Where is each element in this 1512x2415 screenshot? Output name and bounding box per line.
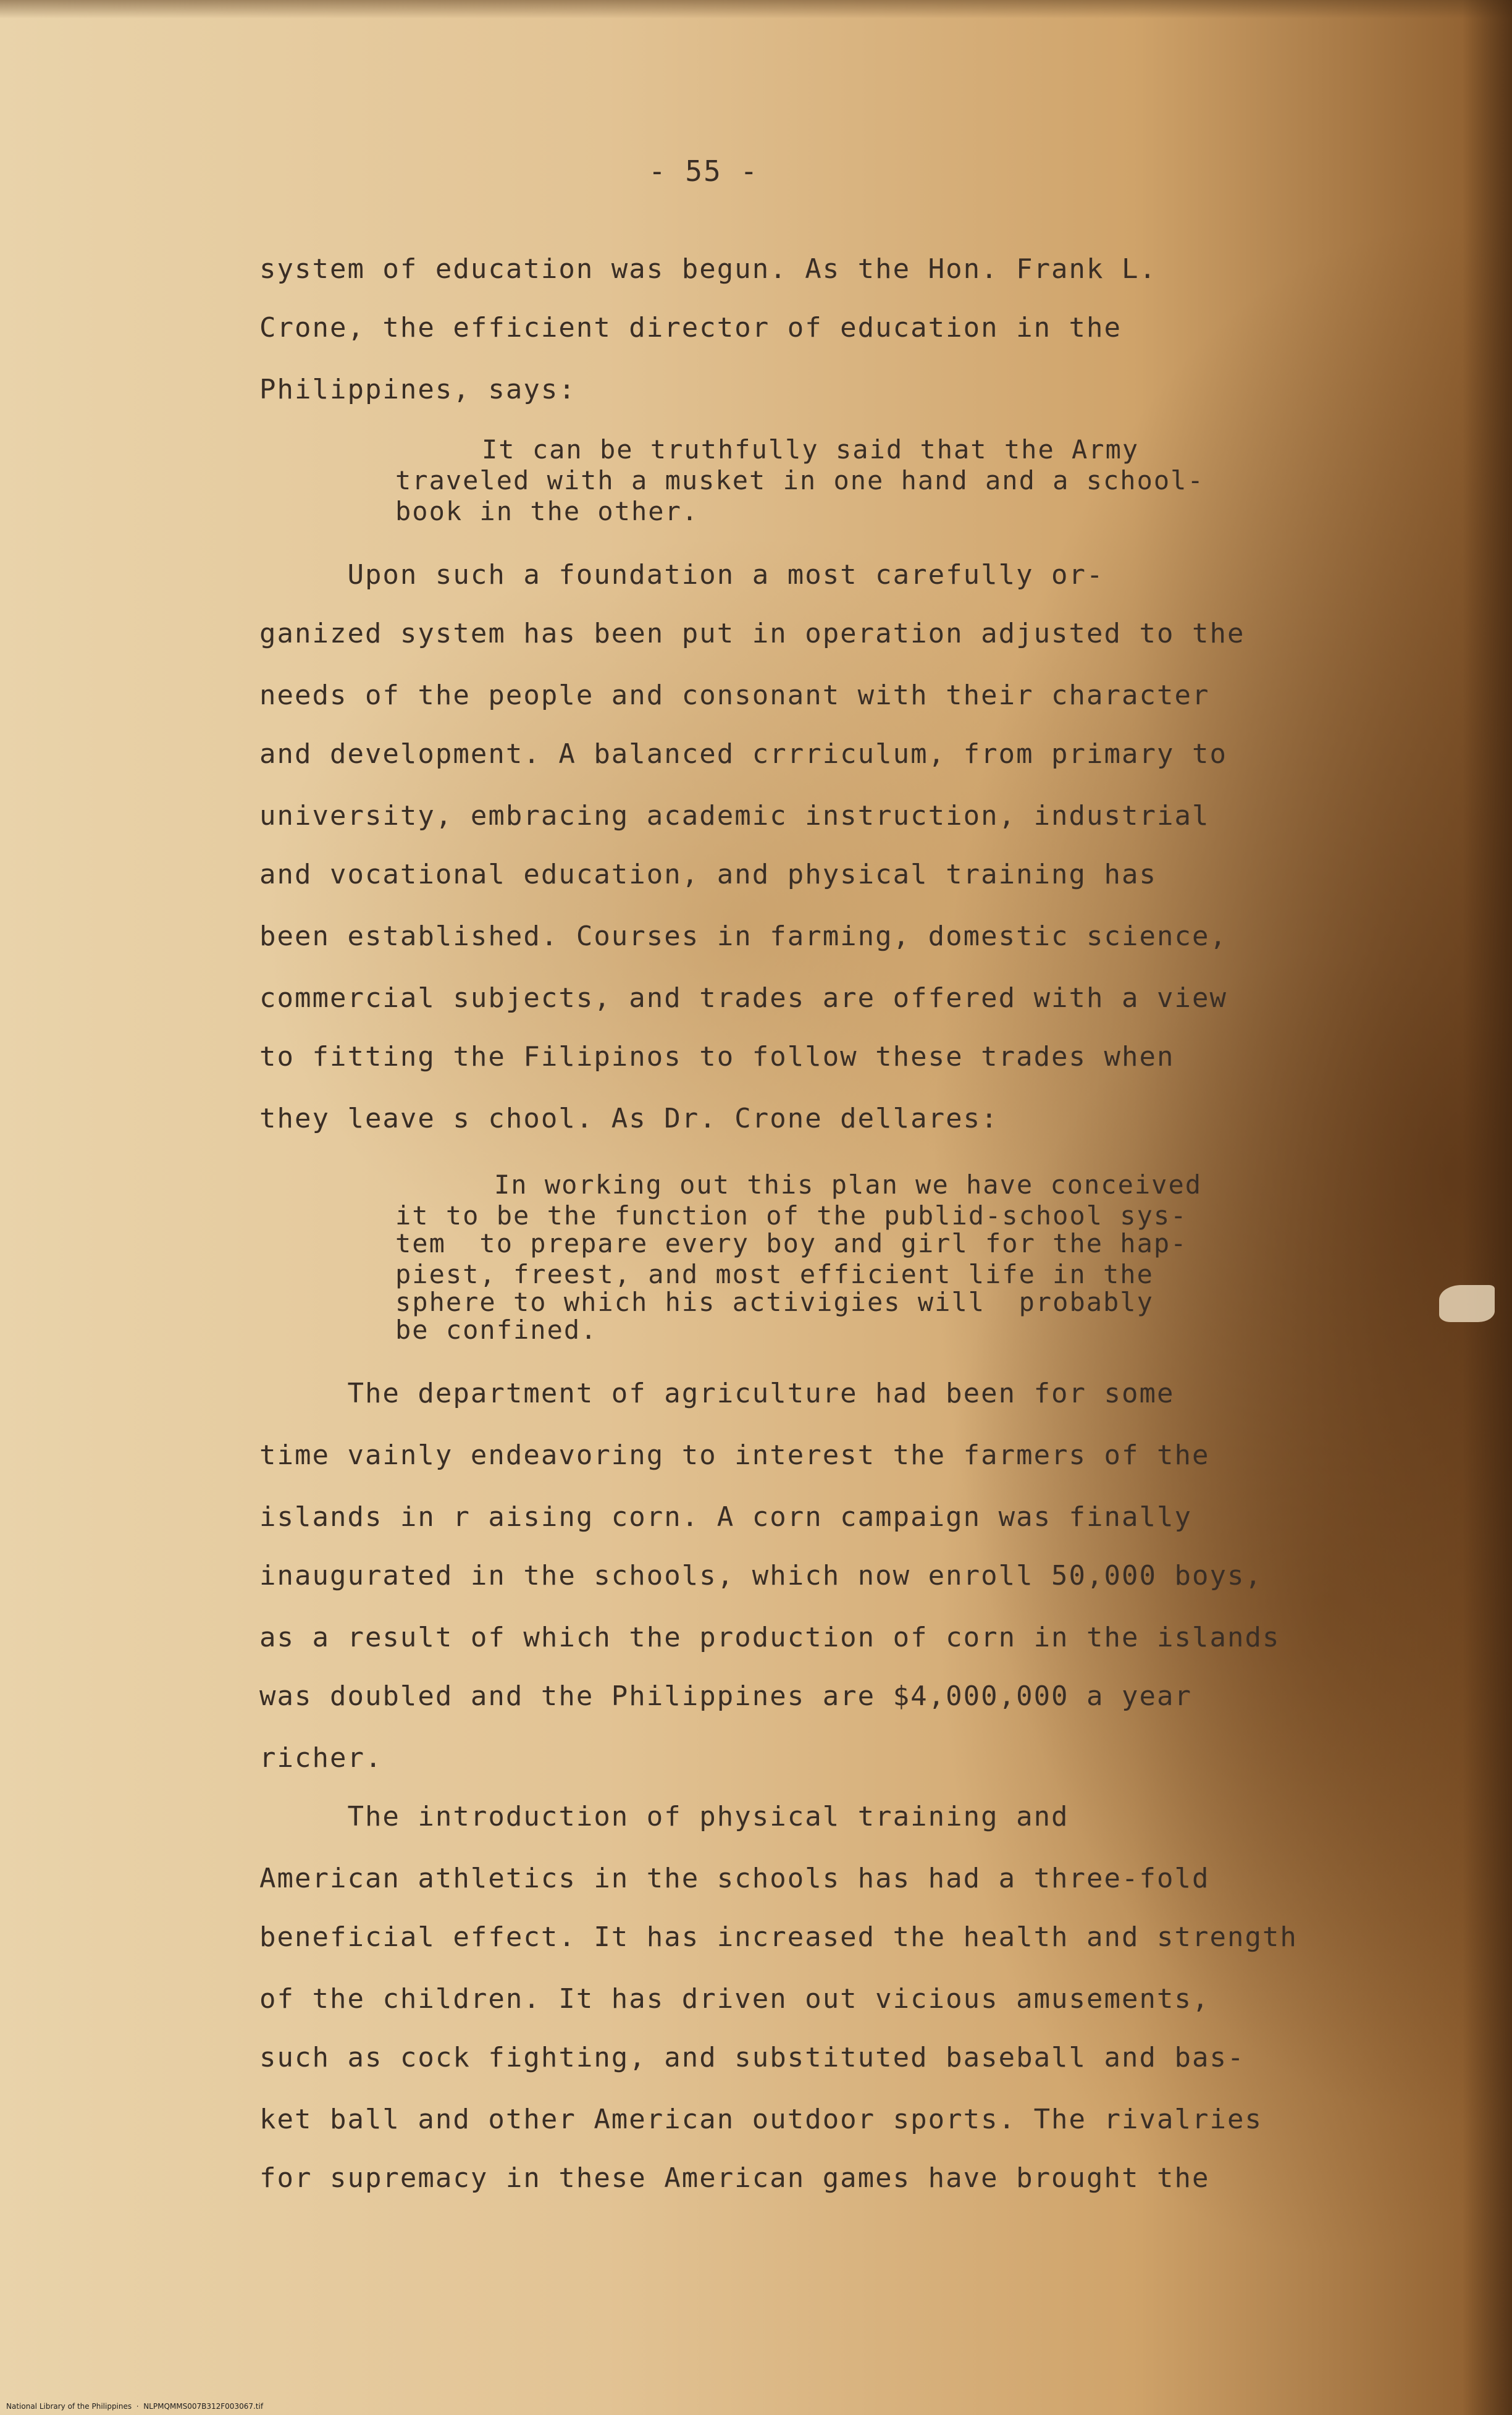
paragraph-3-line: was doubled and the Philippines are $4,000,000 a year [259, 1680, 1192, 1712]
quote-2-line: In working out this plan we have conceived [494, 1170, 1203, 1200]
paragraph-4-line: for supremacy in these American games have brought the [259, 2162, 1210, 2194]
paragraph-4-line: The introduction of physical training and [259, 1801, 1069, 1832]
paragraph-4-line: ket ball and other American outdoor sports. The rivalries [259, 2104, 1262, 2135]
paragraph-2-line: commercial subjects, and trades are offered with a view [259, 982, 1227, 1014]
paragraph-2-line: and development. A balanced crrriculum, from primary to [259, 738, 1227, 770]
paragraph-2-line: needs of the people and consonant with their character [259, 680, 1210, 711]
page-stained-edge [1463, 0, 1512, 2415]
quote-2-line: it to be the function of the publid-school sys- [395, 1200, 1188, 1231]
paragraph-3-line: inaugurated in the schools, which now enroll 50,000 boys, [259, 1560, 1262, 1591]
paragraph-2-line: ganized system has been put in operation adjusted to the [259, 618, 1245, 649]
paragraph-3-line: richer. [259, 1742, 383, 1774]
quote-2-line: be confined. [395, 1315, 598, 1345]
paragraph-1-line: Crone, the efficient director of education in the [259, 312, 1122, 343]
paragraph-1-line: Philippines, says: [259, 374, 576, 405]
paragraph-2-line: and vocational education, and physical training has [259, 859, 1157, 890]
paragraph-3-line: islands in r aising corn. A corn campaign was finally [259, 1501, 1192, 1533]
paragraph-2-line: to fitting the Filipinos to follow these trades when [259, 1041, 1175, 1073]
paragraph-2-line: Upon such a foundation a most carefully or- [259, 559, 1104, 591]
paragraph-4-line: American athletics in the schools has had a three-fold [259, 1863, 1210, 1894]
quote-1-line: It can be truthfully said that the Army [482, 434, 1140, 465]
paragraph-3-line: time vainly endeavoring to interest the farmers of the [259, 1439, 1210, 1471]
page-number: - 55 - [649, 154, 759, 188]
paragraph-2-line: university, embracing academic instruction, industrial [259, 800, 1210, 832]
paragraph-3-line: as a result of which the production of corn in the islands [259, 1622, 1280, 1653]
archive-footer-credit: National Library of the Philippines · NLPMQMMS007B312F003067.tif [6, 2402, 264, 2411]
paragraph-1-line: system of education was begun. As the Hon. Frank L. [259, 253, 1157, 285]
paragraph-2-line: been established. Courses in farming, domestic science, [259, 921, 1227, 952]
paper-tear [1439, 1285, 1495, 1322]
paragraph-4-line: beneficial effect. It has increased the health and strength [259, 1921, 1298, 1953]
paragraph-4-line: of the children. It has driven out vicious amusements, [259, 1983, 1210, 2015]
quote-2-line: sphere to which his activigies will probably [395, 1287, 1154, 1317]
paragraph-3-line: The department of agriculture had been for some [259, 1378, 1175, 1409]
quote-1-line: book in the other. [395, 496, 699, 526]
paragraph-2-line: they leave s chool. As Dr. Crone dellares: [259, 1103, 999, 1134]
quote-2-line: tem to prepare every boy and girl for the hap- [395, 1228, 1188, 1258]
page-top-edge [0, 0, 1512, 19]
quote-2-line: piest, freest, and most efficient life in the [395, 1259, 1154, 1289]
quote-1-line: traveled with a musket in one hand and a school- [395, 465, 1204, 495]
paragraph-4-line: such as cock fighting, and substituted baseball and bas- [259, 2042, 1245, 2073]
